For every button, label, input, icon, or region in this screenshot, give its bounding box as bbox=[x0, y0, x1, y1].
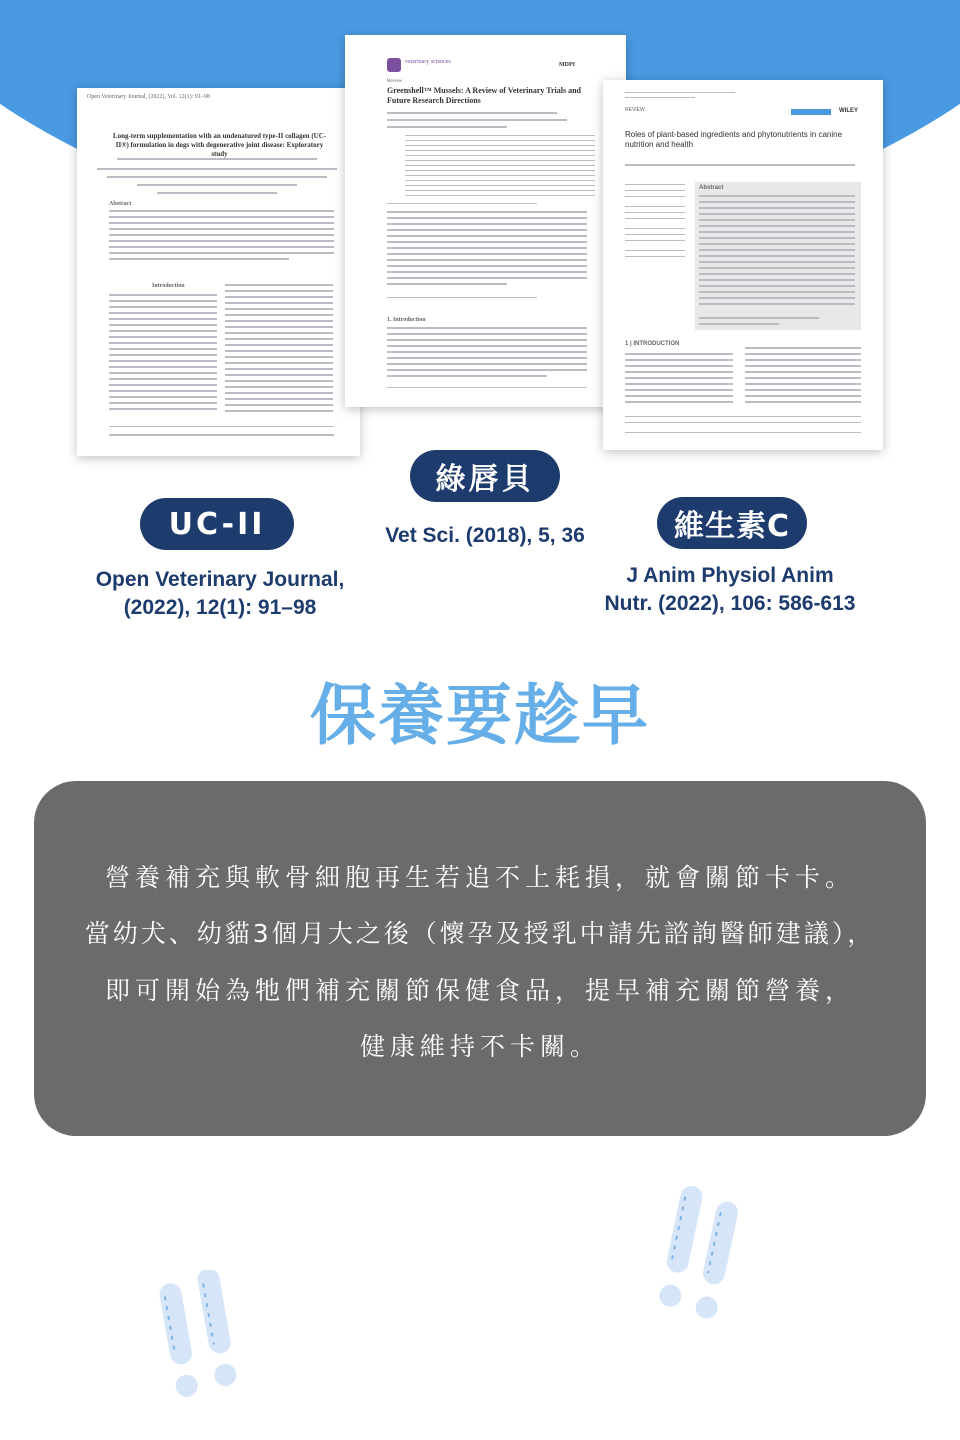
paper-uc2 bbox=[77, 88, 360, 456]
paper-intro-heading: Introduction bbox=[152, 283, 185, 289]
citation-uc2-line2: (2022), 12(1): 91–98 bbox=[123, 596, 317, 619]
citation-vitamin-c-line2: Nutr. (2022), 106: 586-613 bbox=[604, 592, 856, 615]
citation-uc2-line1: Open Veterinary Journal, bbox=[95, 568, 345, 591]
label-vitamin-c: 維生素C bbox=[657, 497, 807, 549]
label-greenshell: 綠唇貝 bbox=[410, 450, 560, 502]
citation-vitamin-c-line1: J Anim Physiol Anim bbox=[626, 564, 834, 587]
journal-logo-icon bbox=[387, 58, 401, 72]
citation-greenshell: Vet Sci. (2018), 5, 36 bbox=[385, 524, 585, 547]
headline: 保養要趁早 bbox=[310, 677, 650, 754]
label-uc2: UC-II bbox=[140, 498, 294, 550]
paper-publisher: WILEY bbox=[839, 108, 858, 114]
paper-intro-heading: 1 | INTRODUCTION bbox=[625, 341, 680, 347]
info-line-3: 即可開始為牠們補充關節保健食品，提早補充關節營養， bbox=[104, 976, 855, 1005]
exclamation-marks-left-icon bbox=[150, 1270, 260, 1410]
paper-greenshell bbox=[345, 35, 626, 407]
info-box bbox=[34, 781, 926, 1136]
paper-abstract-heading: Abstract bbox=[109, 201, 132, 207]
exclamation-marks-right-icon bbox=[640, 1182, 750, 1332]
paper-label: REVIEW bbox=[625, 107, 645, 113]
paper-title: Greenshell™ Mussels: A Review of Veterinary Trials and Future Research Directions bbox=[387, 86, 581, 105]
paper-abstract-label: Abstract bbox=[699, 185, 724, 191]
paper-publisher-badge: MDPI bbox=[559, 62, 575, 68]
paper-brand: veterinary sciences bbox=[405, 59, 451, 65]
paper-journal-line: Open Veterinary Journal, (2022), Vol. 12(1): 91–98 bbox=[87, 94, 210, 100]
info-line-1: 營養補充與軟骨細胞再生若追不上耗損，就會關節卡卡。 bbox=[104, 863, 855, 892]
info-line-4: 健康維持不卡關。 bbox=[359, 1032, 600, 1061]
info-line-2: 當幼犬、幼貓3個月大之後（懷孕及授乳中請先諮詢醫師建議）， bbox=[84, 919, 876, 948]
paper-title: Roles of plant-based ingredients and phytonutrients in canine nutrition and health bbox=[625, 130, 843, 149]
paper-plant-based bbox=[603, 80, 883, 450]
paper-intro-heading: 1. Introduction bbox=[387, 317, 426, 323]
paper-type: Review bbox=[387, 79, 403, 84]
paper-title: Long-term supplementation with an undenatured type-II collagen (UC-II®) formulation in dogs with degenerative joint disease: Exploratory study bbox=[112, 132, 327, 158]
